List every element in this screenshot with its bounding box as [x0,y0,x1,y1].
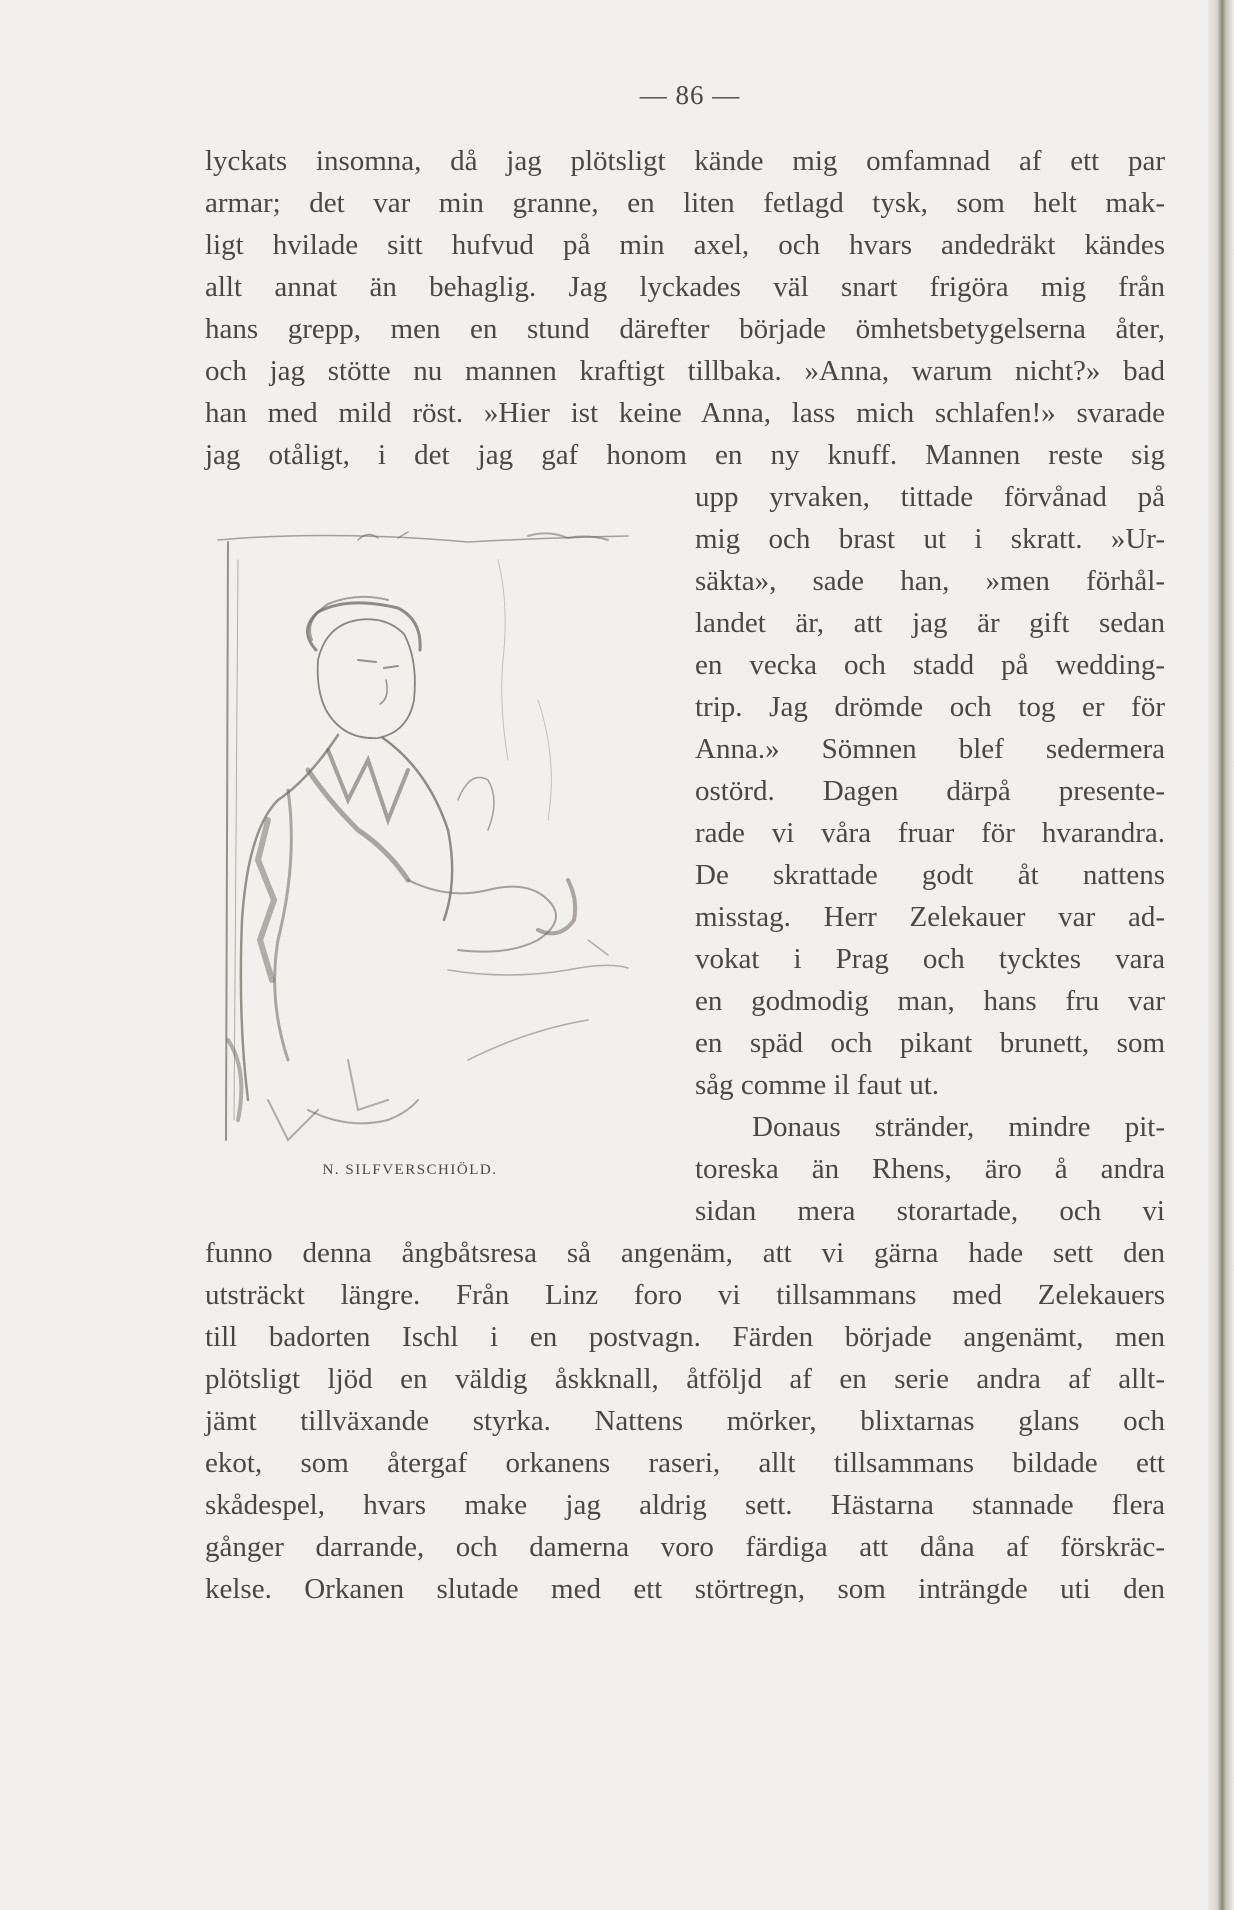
text-line: till badorten Ischl i en postvagn. Färden började angenämt, men [205,1321,1165,1353]
page-number: — 86 — [639,80,741,110]
text-line: landet är, att jag är gift sedan [695,607,1165,639]
text-line: och jag stötte nu mannen kraftigt tillbaka. »Anna, warum nicht?» bad [205,355,1165,387]
text-line: jämt tillväxande styrka. Nattens mörker, blixtarnas glans och [205,1405,1165,1437]
text-line: ligt hvilade sitt hufvud på min axel, och hvars andedräkt kändes [205,229,1165,261]
text-line: funno denna ångbåtsresa så angenäm, att vi gärna hade sett den [205,1237,1165,1269]
text-line: Anna.» Sömnen blef sedermera [695,733,1165,765]
text-line: en späd och pikant brunett, som [695,1027,1165,1059]
text-line: De skrattade godt åt nattens [695,859,1165,891]
text-line: toreska än Rhens, äro å andra [695,1153,1165,1185]
illustration-caption: N. SILFVERSCHIÖLD. [322,1162,498,1178]
text-line: hans grepp, men en stund därefter började ömhetsbetygelserna åter, [205,313,1165,345]
text-line: rade vi våra fruar för hvarandra. [695,817,1165,849]
sketch-illustration [208,500,648,1150]
text-line: sidan mera storartade, och vi [695,1195,1165,1227]
text-line: jag otåligt, i det jag gaf honom en ny knuff. Mannen reste sig [205,439,1165,471]
text-line: kelse. Orkanen slutade med ett störtregn, som inträngde uti den [205,1573,1165,1605]
text-line: skådespel, hvars make jag aldrig sett. Hästarna stannade flera [205,1489,1165,1521]
text-line: en godmodig man, hans fru var [695,985,1165,1017]
text-line: han med mild röst. »Hier ist keine Anna, lass mich schlafen!» svarade [205,397,1165,429]
text-line: allt annat än behaglig. Jag lyckades väl snart frigöra mig från [205,271,1165,303]
text-line: ostörd. Dagen därpå presente- [695,775,1165,807]
text-line: mig och brast ut i skratt. »Ur- [695,523,1165,555]
text-line: upp yrvaken, tittade förvånad på [695,481,1165,513]
text-line: säkta», sade han, »men förhål- [695,565,1165,597]
text-line: armar; det var min granne, en liten fetlagd tysk, som helt mak- [205,187,1165,219]
text-line: utsträckt längre. Från Linz foro vi tillsammans med Zelekauers [205,1279,1165,1311]
page-edge [1208,0,1234,1910]
text-line: ekot, som återgaf orkanens raseri, allt tillsammans bildade ett [205,1447,1165,1479]
text-line: lyckats insomna, då jag plötsligt kände mig omfamnad af ett par [205,145,1165,177]
text-line: trip. Jag drömde och tog er för [695,691,1165,723]
text-line: en vecka och stadd på wedding- [695,649,1165,681]
text-line: misstag. Herr Zelekauer var ad- [695,901,1165,933]
text-line: såg comme il faut ut. [695,1069,940,1101]
text-line: Donaus stränder, mindre pit- [752,1111,1165,1143]
text-line: gånger darrande, och damerna voro färdiga att dåna af förskräc- [205,1531,1165,1563]
text-line: vokat i Prag och tycktes vara [695,943,1165,975]
text-line: plötsligt ljöd en väldig åskknall, åtföljd af en serie andra af allt- [205,1363,1165,1395]
